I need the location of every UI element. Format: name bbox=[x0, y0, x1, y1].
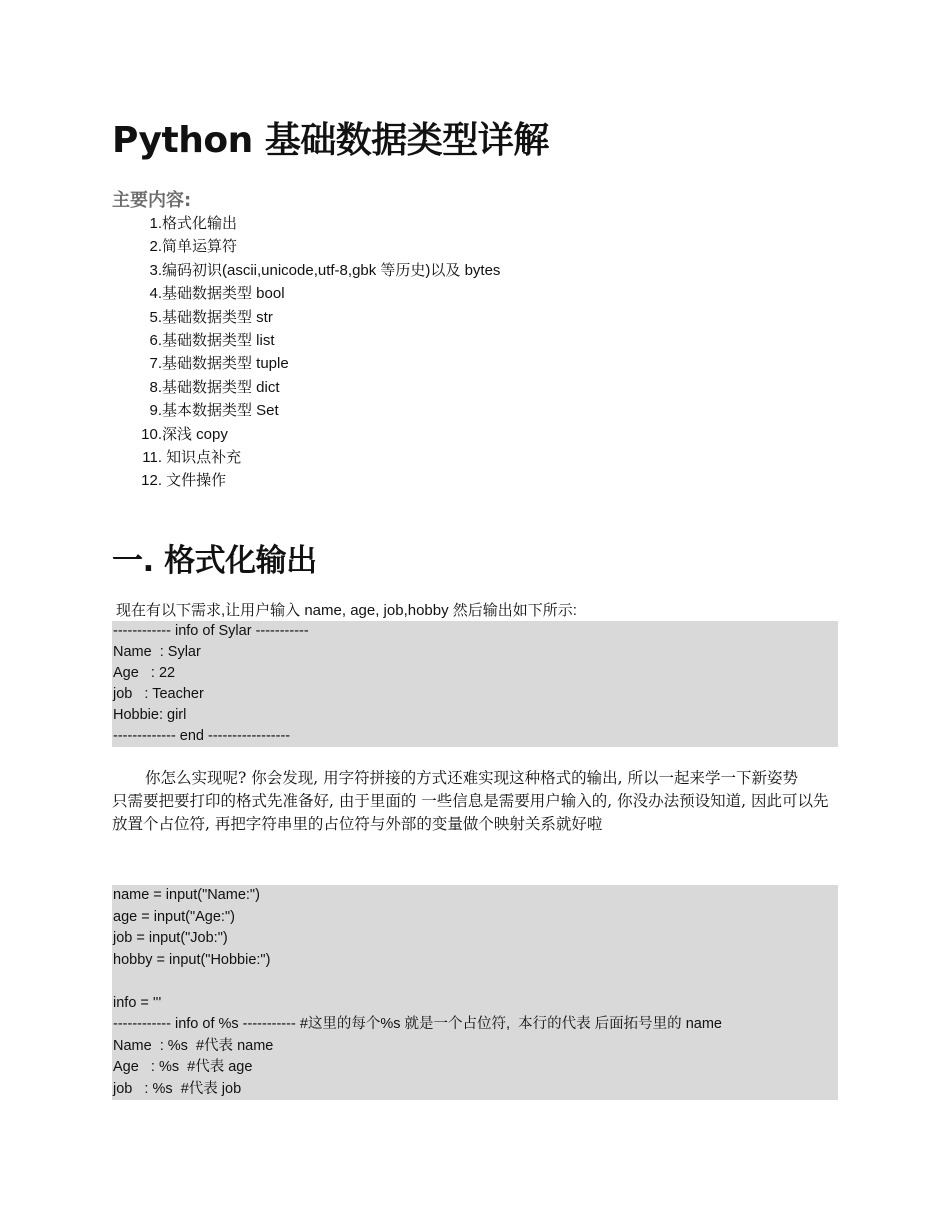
paragraph: 只需要把要打印的格式先准备好, 由于里面的 一些信息是需要用户输入的, 你没办法预设知道, 因此可以先放置个占位符, 再把字符串里的占位符与外部的变量做个映射关系就好啦 bbox=[112, 792, 829, 833]
output-example-block bbox=[112, 621, 838, 747]
contents-list bbox=[140, 212, 500, 493]
list-item bbox=[140, 469, 500, 492]
list-item-text: 基础数据类型 list bbox=[162, 331, 275, 349]
list-item-number: 3. bbox=[149, 261, 162, 279]
code-line: Age : 22 bbox=[113, 665, 176, 681]
code-line: job = input("Job:") bbox=[113, 930, 228, 946]
code-line: Age : %s #代表 age bbox=[113, 1059, 253, 1075]
list-item bbox=[140, 306, 500, 329]
main-contents-heading: 主要内容: bbox=[112, 190, 192, 211]
list-item-number: 9. bbox=[149, 402, 162, 420]
list-item bbox=[140, 329, 500, 352]
list-item bbox=[140, 235, 500, 258]
code-block bbox=[112, 885, 838, 1100]
code-line: ------------ info of %s ----------- #这里的每个%s 就是一个占位符, 本行的代表 后面拓号里的 name bbox=[113, 1016, 722, 1032]
code-line: job : Teacher bbox=[113, 686, 204, 702]
code-line: ------------- end ----------------- bbox=[113, 728, 291, 744]
list-item-number: 4. bbox=[149, 285, 162, 303]
section-heading: 一. 格式化输出 bbox=[112, 543, 317, 579]
code-line: age = input("Age:") bbox=[113, 908, 235, 925]
list-item-number: 7. bbox=[149, 355, 162, 373]
list-item-text: 简单运算符 bbox=[162, 238, 238, 256]
code-line: ------------ info of Sylar ----------- bbox=[113, 623, 309, 639]
code-line: info = ''' bbox=[113, 994, 162, 1011]
list-item-text: 基础数据类型 bool bbox=[162, 285, 285, 303]
code-line bbox=[112, 971, 838, 993]
list-item-number: 5. bbox=[149, 308, 162, 326]
list-item-text: 基础数据类型 str bbox=[162, 308, 273, 326]
list-item bbox=[140, 212, 500, 235]
list-item-text: 编码初识(ascii,unicode,utf-8,gbk 等历史)以及 bytes bbox=[162, 261, 501, 279]
list-item bbox=[140, 376, 500, 399]
list-item bbox=[140, 259, 500, 282]
list-item-text: 基础数据类型 dict bbox=[162, 378, 280, 396]
list-item-text: 深浅 copy bbox=[162, 425, 228, 443]
list-item-text: 格式化输出 bbox=[162, 215, 238, 232]
list-item-number: 12. bbox=[141, 472, 162, 490]
list-item-number: 1. bbox=[149, 215, 162, 232]
list-item-number: 2. bbox=[149, 238, 162, 256]
list-item-text: 基础数据类型 tuple bbox=[162, 355, 289, 373]
list-item bbox=[140, 352, 500, 375]
code-line: Hobbie: girl bbox=[113, 707, 187, 723]
code-line: Name : Sylar bbox=[113, 644, 201, 660]
list-item-text: 基本数据类型 Set bbox=[162, 402, 279, 420]
list-item bbox=[140, 282, 500, 305]
list-item-number: 11. bbox=[142, 448, 162, 466]
code-line: name = input("Name:") bbox=[113, 887, 260, 903]
intro-text: 现在有以下需求,让用户输入 name, age, job,hobby 然后输出如下所示: bbox=[116, 602, 577, 619]
list-item-number: 6. bbox=[149, 331, 162, 349]
list-item-text: 知识点补充 bbox=[162, 448, 242, 466]
page-title: Python 基础数据类型详解 bbox=[112, 120, 549, 161]
list-item-number: 10. bbox=[141, 425, 162, 443]
paragraph: 你怎么实现呢? 你会发现, 用字符拼接的方式还难实现这种格式的输出, 所以一起来学一下新姿势 bbox=[145, 769, 798, 787]
list-item-number: 8. bbox=[149, 378, 162, 396]
explanation-text bbox=[112, 767, 838, 836]
list-item bbox=[140, 446, 500, 469]
list-item bbox=[140, 399, 500, 422]
code-line: Name : %s #代表 name bbox=[113, 1037, 274, 1054]
list-item bbox=[140, 423, 500, 446]
list-item-text: 文件操作 bbox=[162, 472, 227, 490]
code-line: job : %s #代表 job bbox=[113, 1080, 242, 1097]
code-line: hobby = input("Hobbie:") bbox=[113, 951, 271, 968]
